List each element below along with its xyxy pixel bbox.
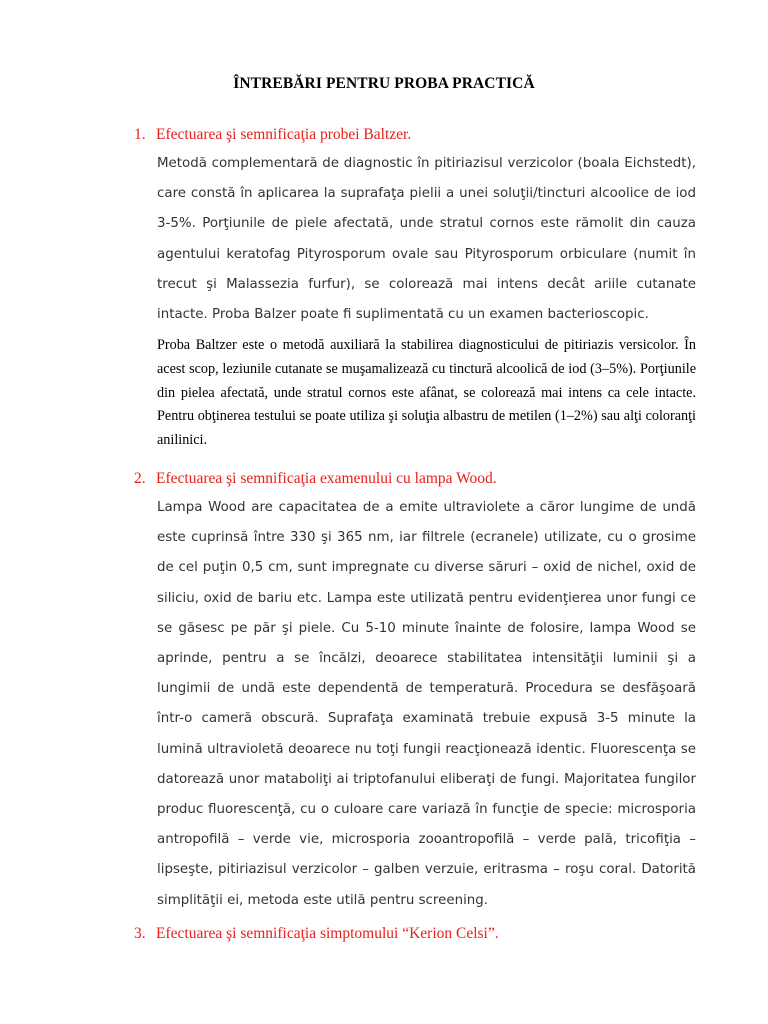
- page-title: ÎNTREBĂRI PENTRU PROBA PRACTICĂ: [233, 75, 535, 92]
- question-3-heading: [134, 925, 499, 943]
- question-heading-text: Efectuarea şi semnificaţia examenului cu lampa Wood.: [156, 470, 497, 487]
- question-heading-text: Efectuarea şi semnificaţia simptomului “Kerion Celsi”.: [156, 925, 499, 942]
- question-number: 1.: [134, 126, 146, 143]
- question-number: 2.: [134, 470, 146, 487]
- question-1-paragraph-1: Metodă complementară de diagnostic în pitiriazisul verzicolor (boala Eichstedt), care constă în aplicarea la suprafaţa pielii a unei soluţii/tincturi alcoolice de iod 3-5%. Porţiunile de piele afectată, unde stratul cornos este rămolit din cauza agentului keratofag Pityrosporum ovale sau Pityrosporum orbiculare (numit în trecut şi Malassezia furfur), se colorează mai intens decât ariile cutanate intacte. Proba Balzer poate fi suplimentată cu un examen bacterioscopic.: [157, 156, 696, 323]
- question-2-heading: [134, 470, 497, 488]
- question-2-paragraph-1: Lampa Wood are capacitatea de a emite ultraviolete a căror lungime de undă este cuprinsă între 330 şi 365 nm, iar filtrele (ecranele) utilizate, cu o grosime de cel puţin 0,5 cm, sunt impregnate cu diverse săruri – oxid de nichel, oxid de siliciu, oxid de bariu etc. Lampa este utilizată pentru evidenţierea unor fungi ce se găsesc pe păr şi piele. Cu 5-10 minute înainte de folosire, lampa Wood se aprinde, pentru a se încălzi, deoarece stabilitatea intensităţii luminii şi a lungimii de undă este dependentă de temperatură. Procedura se desfăşoară într-o cameră obscură. Suprafaţa examinată trebuie expusă 3-5 minute la lumină ultravioletă deoarece nu toţi fungii reacţionează identic. Fluorescenţa se datorează unor mataboliţi ai triptofanului eliberaţi de fungi. Majoritatea fungilor produc fluorescenţă, cu o culoare care variază în funcţie de specie: microsporia antropofilă – verde vie, microsporia zooantropofilă – verde pală, tricofiţia – lipseşte, pitiriazisul verzicolor – galben verzuie, eritrasma – roşu coral. Datorită simplităţii ei, metoda este utilă pentru screening.: [157, 500, 696, 908]
- question-1-paragraph-2: Proba Baltzer este o metodă auxiliară la stabilirea diagnosticului de pitiriazis versicolor. În acest scop, leziunile cutanate se muşamalizează cu tinctură alcoolică de iod (3–5%). Porţiunile din pielea afectată, unde stratul cornos este afânat, se colorează mai intens ca cele intacte. Pentru obţinerea testului se poate utiliza şi soluţia albastru de metilen (1–2%) sau alţi coloranţi anilinici.: [157, 337, 696, 449]
- question-heading-text: Efectuarea şi semnificaţia probei Baltzer.: [156, 126, 412, 143]
- question-number: 3.: [134, 925, 146, 942]
- question-1-heading: [134, 126, 411, 144]
